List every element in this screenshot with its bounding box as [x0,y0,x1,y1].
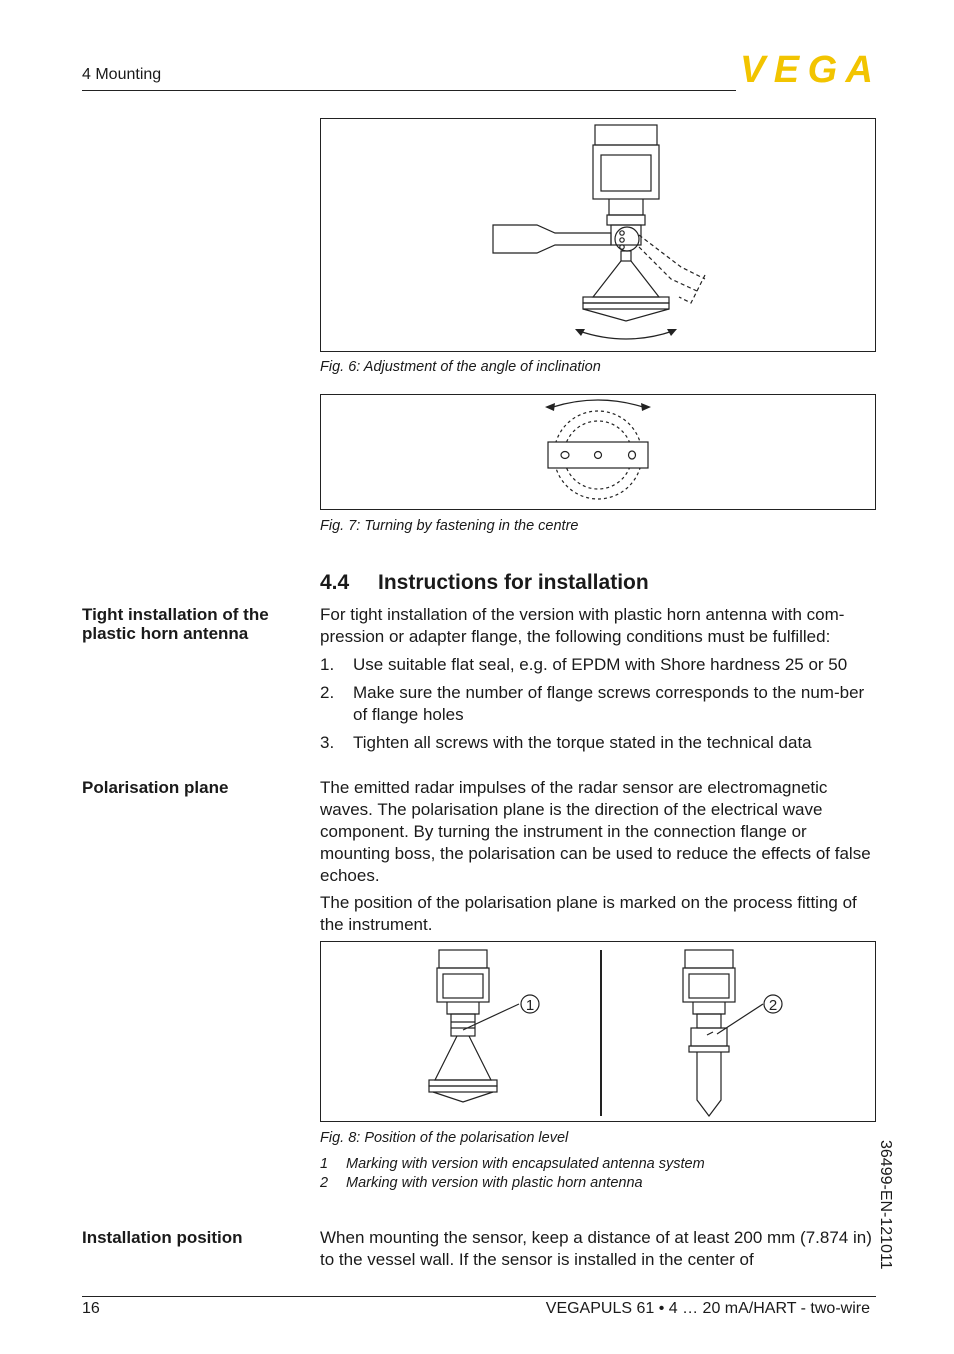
legend-item [320,1175,643,1191]
svg-text:VEGA: VEGA [740,52,872,86]
marker-1: 1 [525,997,535,1014]
marker-2: 2 [768,997,778,1014]
legend-text: Marking with version with encapsulated antenna system [346,1156,705,1172]
sidehead-polarisation: Polarisation plane [82,778,229,797]
list-number: 2. [320,683,335,702]
list-number: 3. [320,733,335,752]
footer-rule [82,1296,876,1297]
fig8-caption: Fig. 8: Position of the polarisation level [320,1130,569,1146]
polarisation-paragraph-2: The position of the polarisation plane is marked on the process fitting of the instrument. [320,893,857,934]
sidehead-installation-position: Installation position [82,1228,243,1247]
list-text: Make sure the number of flange screws corresponds to the num-ber of flange holes [353,683,865,724]
header-rule [82,90,736,91]
legend-text: Marking with version with plastic horn antenna [346,1175,643,1191]
list-number: 1. [320,655,335,674]
turning-drawing [321,395,875,509]
installation-position-text: When mounting the sensor, keep a distance of at least 200 mm (7.874 in) to the vessel wall. If the sensor is installed in the center of [320,1228,872,1269]
list-text: Tighten all screws with the torque stated in the technical data [353,733,812,752]
sidehead-tight-installation: Tight installation of the plastic horn antenna [82,605,269,643]
footer-title: VEGAPULS 61 • 4 … 20 mA/HART - two-wire [545,1300,870,1317]
vega-logo [740,52,874,86]
section-title: Instructions for installation [378,571,649,594]
page-number: 16 [82,1300,100,1317]
list-text: Use suitable flat seal, e.g. of EPDM with Shore hardness 25 or 50 [353,655,848,674]
section-heading [320,571,649,595]
legend-number: 1 [320,1156,329,1172]
polarisation-paragraph-1: The emitted radar impulses of the radar sensor are electromagnetic waves. The polarisation plane is the direction of the electrical wave component. By turning the instrument in the connection flange or mounting boss, the polarisation can be used to reduce the effects of false echoes. [320,778,871,885]
list-item [320,732,876,754]
tight-intro-text: For tight installation of the version with plastic horn antenna with com-pression or adapter flange, the following conditions must be fulfilled: [320,605,845,646]
figure-polarisation [320,941,876,1122]
legend-item [320,1156,705,1172]
list-item [320,654,876,676]
polarisation-drawing [321,942,875,1121]
inclination-drawing [321,119,875,351]
fig7-caption: Fig. 7: Turning by fastening in the centre [320,518,579,534]
document-code: 36499-EN-121011 [877,1140,894,1270]
chapter-title: 4 Mounting [82,66,162,83]
list-item [320,682,876,726]
section-number: 4.4 [320,571,350,594]
figure-inclination [320,118,876,352]
figure-turning [320,394,876,510]
legend-number: 2 [320,1175,329,1191]
fig6-caption: Fig. 6: Adjustment of the angle of inclination [320,359,601,375]
